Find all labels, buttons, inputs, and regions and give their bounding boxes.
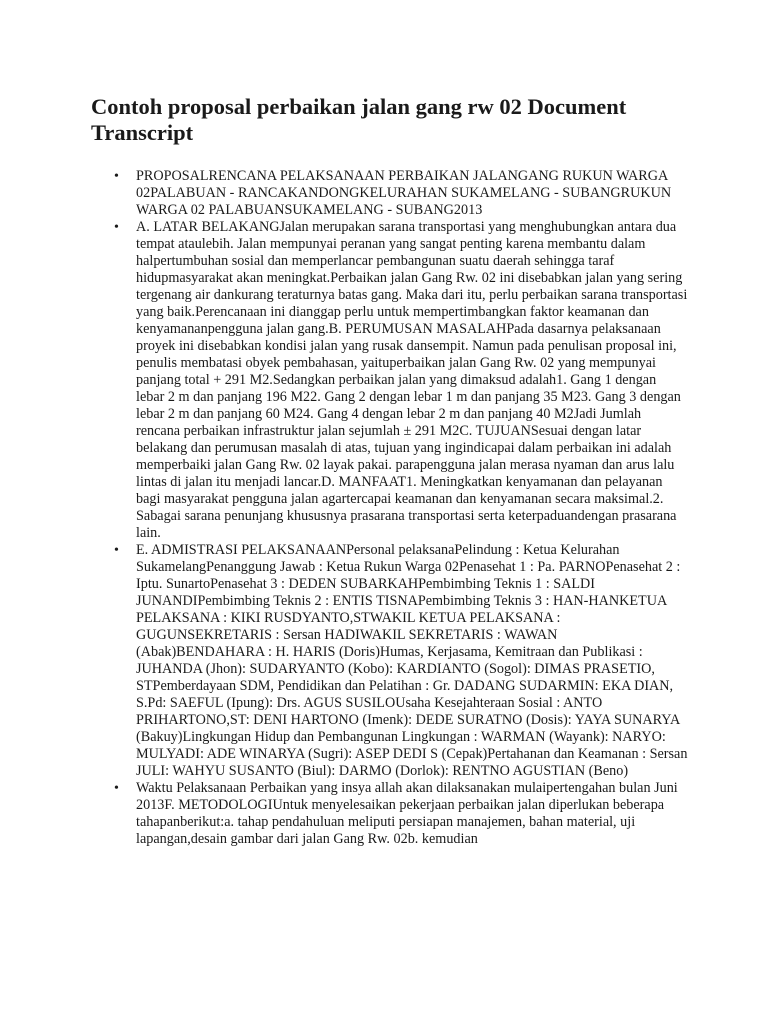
list-item: • Waktu Pelaksanaan Perbaikan yang insya allah akan dilaksanakan mulaipertengahan bulan Juni 2013F. METODOLOGIUntuk menyelesaikan pekerjaan perbaikan jalan diperlukan beberapa tahapanberikut:a. tahap pendahuluan meliputi persiapan manajemen, bahan material, uji lapangan,desain gambar dari jalan Gang Rw. 02b. kemudian <box>91 780 688 848</box>
list-item: • A. LATAR BELAKANGJalan merupakan sarana transportasi yang menghubungkan antara dua tempat ataulebih. Jalan mempunyai peranan yang sangat penting karena membantu dalam halpertumbuhan sosial dan memperlancar pembangunan suatu daerah sehingga taraf hidupmasyarakat akan meningkat.Perbaikan jalan Gang Rw. 02 ini disebabkan jalan yang sering tergenang air dankurang teraturnya batas gang. Maka dari itu, perlu perbaikan sarana transportasi yang baik.Perencanaan ini dianggap perlu untuk mempertimbangkan faktor keamanan dan kenyamananpengguna jalan gang.B. PERUMUSAN MASALAHPada dasarnya pelaksanaan proyek ini disebabkan kondisi jalan yang rusak dansempit. Namun pada penulisan proposal ini, penulis membatasi obyek pembahasan, yaituperbaikan jalan Gang Rw. 02 yang mempunyai panjang total + 291 M2.Sedangkan perbaikan jalan yang dimaksud adalah1. Gang 1 dengan lebar 2 m dan panjang 196 M22. Gang 2 dengan lebar 1 m dan panjang 35 M23. Gang 3 dengan lebar 2 m dan panjang 60 M24. Gang 4 dengan lebar 2 m dan panjang 40 M2Jadi Jumlah rencana perbaikan infrastruktur jalan sejumlah ± 291 M2C. TUJUANSesuai dengan latar belakang dan perumusan masalah di atas, tujuan yang ingindicapai dalam perbaikan ini adalah memperbaiki jalan Gang Rw. 02 layak pakai. parapengguna jalan merasa nyaman dan arus lalu lintas di jalan itu menjadi lancar.D. MANFAAT1. Meningkatkan kenyamanan dan pelayanan bagi masyarakat pengguna jalan agartercapai keamanan dan kenyamanan secara maksimal.2. Sabagai sarana penunjang khususnya prasarana transportasi serta keterpaduandengan prasarana lain. <box>91 219 688 542</box>
document-title: Contoh proposal perbaikan jalan gang rw 02 Document Transcript <box>91 94 627 145</box>
content-list <box>91 168 688 848</box>
list-item: • E. ADMISTRASI PELAKSANAANPersonal pelaksanaPelindung : Ketua Kelurahan SukamelangPenanggung Jawab : Ketua Rukun Warga 02Penasehat 1 : Pa. PARNOPenasehat 2 : Iptu. SunartoPenasehat 3 : DEDEN SUBARKAHPembimbing Teknis 1 : SALDI JUNANDIPembimbing Teknis 2 : ENTIS TISNAPembimbing Teknis 3 : HAN-HANKETUA PELAKSANA : KIKI RUSDYANTO,STWAKIL KETUA PELAKSANA : GUGUNSEKRETARIS : Sersan HADIWAKIL SEKRETARIS : WAWAN (Abak)BENDAHARA : H. HARIS (Doris)Humas, Kerjasama, Kemitraan dan Publikasi : JUHANDA (Jhon): SUDARYANTO (Kobo): KARDIANTO (Sogol): DIMAS PRASETIO, STPemberdayaan SDM, Pendidikan dan Pelatihan : Gr. DADANG SUDARMIN: EKA DIAN, S.Pd: SAEFUL (Ipung): Drs. AGUS SUSILOUsaha Kesejahteraan Sosial : ANTO PRIHARTONO,ST: DENI HARTONO (Imenk): DEDE SURATNO (Dosis): YAYA SUNARYA (Bakuy)Lingkungan Hidup dan Pembangunan Lingkungan : WARMAN (Wayank): NARYO: MULYADI: ADE WINARYA (Sugri): ASEP DEDI S (Cepak)Pertahanan dan Keamanan : Sersan JULI: WAHYU SUSANTO (Biul): DARMO (Dorlok): RENTNO AGUSTIAN (Beno) <box>91 542 688 780</box>
list-item: • PROPOSALRENCANA PELAKSANAAN PERBAIKAN JALANGANG RUKUN WARGA 02PALABUAN - RANCAKANDONGKELURAHAN SUKAMELANG - SUBANGRUKUN WARGA 02 PALABUANSUKAMELANG - SUBANG2013 <box>91 168 688 219</box>
